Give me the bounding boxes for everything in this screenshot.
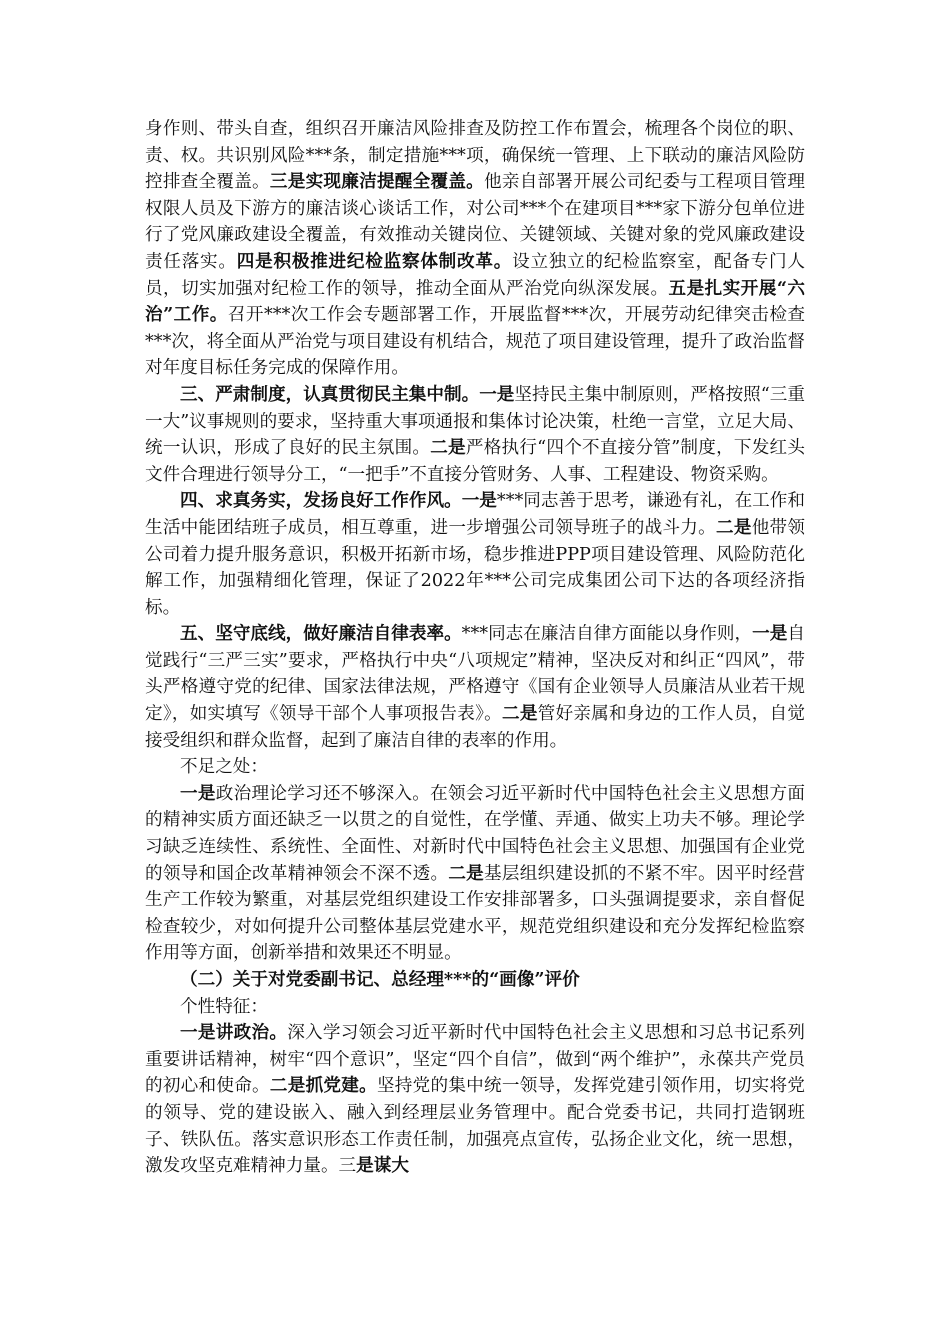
bold-run: 二是 [716,516,752,538]
bold-run: 一是 [461,490,497,512]
paragraph [145,754,805,781]
bold-run: 五、坚守底线，做好廉洁自律表率。 [180,623,462,645]
section-heading: （二）关于对党委副书记、总经理***的“画像”评价 [180,969,580,990]
bold-run: 三是实现廉洁提醒全覆盖。 [269,171,485,193]
text-run: 他带领公司着力提升服务意识，积极开拓新市场，稳步推进PPP项目建设管理、风险防范化解工作，加强精细化管理，保证了2022年***公司完成集团公司下达的各项经济指标。 [145,517,805,618]
paragraph [145,994,805,1021]
bold-run: 二是抓党建。 [269,1075,377,1097]
document-body [145,116,805,1180]
text-run: 设立独立的纪检监察室，配备专门人员，切实加强对纪检工作的领导，推动全面从严治党向纵深发展。 [145,251,805,299]
paragraph [145,382,805,488]
text-run: 个性特征： [180,996,268,1017]
paragraph [145,488,805,621]
bold-run: 是谋大 [356,1155,409,1177]
paragraph [145,1020,805,1180]
tail-paragraphs [145,994,805,1180]
bold-run: 二是 [448,862,485,884]
bold-run: 一是 [479,383,515,405]
paragraph [145,781,805,967]
paragraph [145,116,805,382]
body-paragraphs [145,116,805,967]
text-run: 政治理论学习还不够深入。在领会习近平新时代中国特色社会主义思想方面的精神实质方面还缺乏一以贯之的自觉性，在学懂、弄通、做实上功夫不够。理论学习缺乏连续性、系统性、全面性、对新时代中国特色社会主义思想、加强国有企业党的领导和国企改革精神领会不深不透。 [145,783,805,884]
paragraph [145,621,805,754]
text-run: 不足之处： [180,757,268,778]
text-run: 坚持民主集中制原则，严格按照“三重一大”议事规则的要求，坚持重大事项通报和集体讨论决策，杜绝一言堂，立足大局、统一认识，形成了良好的民主氛围。 [145,384,805,459]
text-run: 身作则、带头自查，组织召开廉洁风险排查及防控工作布置会，梳理各个岗位的职、责、权。共识别风险***条，制定措施***项，确保统一管理、上下联动的廉洁风险防控排查全覆盖。 [145,119,805,193]
bold-run: 三、严肃制度，认真贯彻民主集中制。 [180,383,480,405]
bold-run: 二是 [501,703,538,725]
text-run: 他亲自部署开展公司纪委与工程项目管理权限人员及下游方的廉洁谈心谈话工作，对公司***个在建项目***家下游分包单位进行了党风廉政建设全覆盖，有效推动关键岗位、关键领域、关键对象的党风廉政建设责任落实。 [145,172,805,272]
text-run: 坚持党的集中统一领导，发挥党建引领作用，切实将党的领导、党的建设嵌入、融入到经理层业务管理中。配合党委书记，共同打造钢班子、铁队伍。落实意识形态工作责任制，加强亮点宣传，弘扬企业文化，统一思想，激发攻坚克难精神力量。三 [145,1076,805,1177]
bold-run: 四是积极推进纪检监察体制改革。 [236,250,513,272]
bold-run: 一是 [180,782,216,804]
text-run: 基层组织建设抓的不紧不牢。因平时经营生产工作较为繁重，对基层党组织建设工作安排部署多，口头强调提要求，亲自督促检查较少，对如何提升公司整体基层党建水平，规范党组织建设和充分发挥纪检监察作用等方面，创新举措和效果还不明显。 [145,863,805,964]
bold-run: 一是 [752,623,788,645]
text-run: ***同志善于思考，谦逊有礼，在工作和生活中能团结班子成员，相互尊重，进一步增强公司领导班子的战斗力。 [145,491,805,538]
text-run: 召开***次工作会专题部署工作，开展监督***次，开展劳动纪律突击检查***次，将全面从严治党与项目建设有机结合，规范了项目建设管理，提升了政治监督对年度目标任务完成的保障作用。 [145,305,805,379]
bold-run: 四、求真务实，发扬良好工作作风。 [180,490,462,512]
text-run: 自觉践行“三严三实”要求，严格执行中央“八项规定”精神，坚决反对和纠正“四风”，带头严格遵守党的纪律、国家法律法规，严格遵守《国有企业领导人员廉洁从业若干规定》，如实填写《领导干部个人事项报告表》。 [145,624,805,725]
text-run: 深入学习领会习近平新时代中国特色社会主义思想和习总书记系列重要讲话精神，树牢“四个意识”，坚定“四个自信”，做到“两个维护”，永葆共产党员的初心和使命。 [145,1023,805,1097]
bold-run: 二是 [430,437,466,459]
text-run: ***同志在廉洁自律方面能以身作则， [461,624,753,645]
text-run: 严格执行“四个不直接分管”制度，下发红头文件合理进行领导分工，“一把手”不直接分管财务、人事、工程建设、物资采购。 [145,438,805,485]
text-run: 管好亲属和身边的工作人员，自觉接受组织和群众监督，起到了廉洁自律的表率的作用。 [145,704,805,751]
bold-run: 五是扎实开展“六治”工作。 [145,277,805,326]
bold-run: 一是讲政治。 [180,1022,288,1044]
